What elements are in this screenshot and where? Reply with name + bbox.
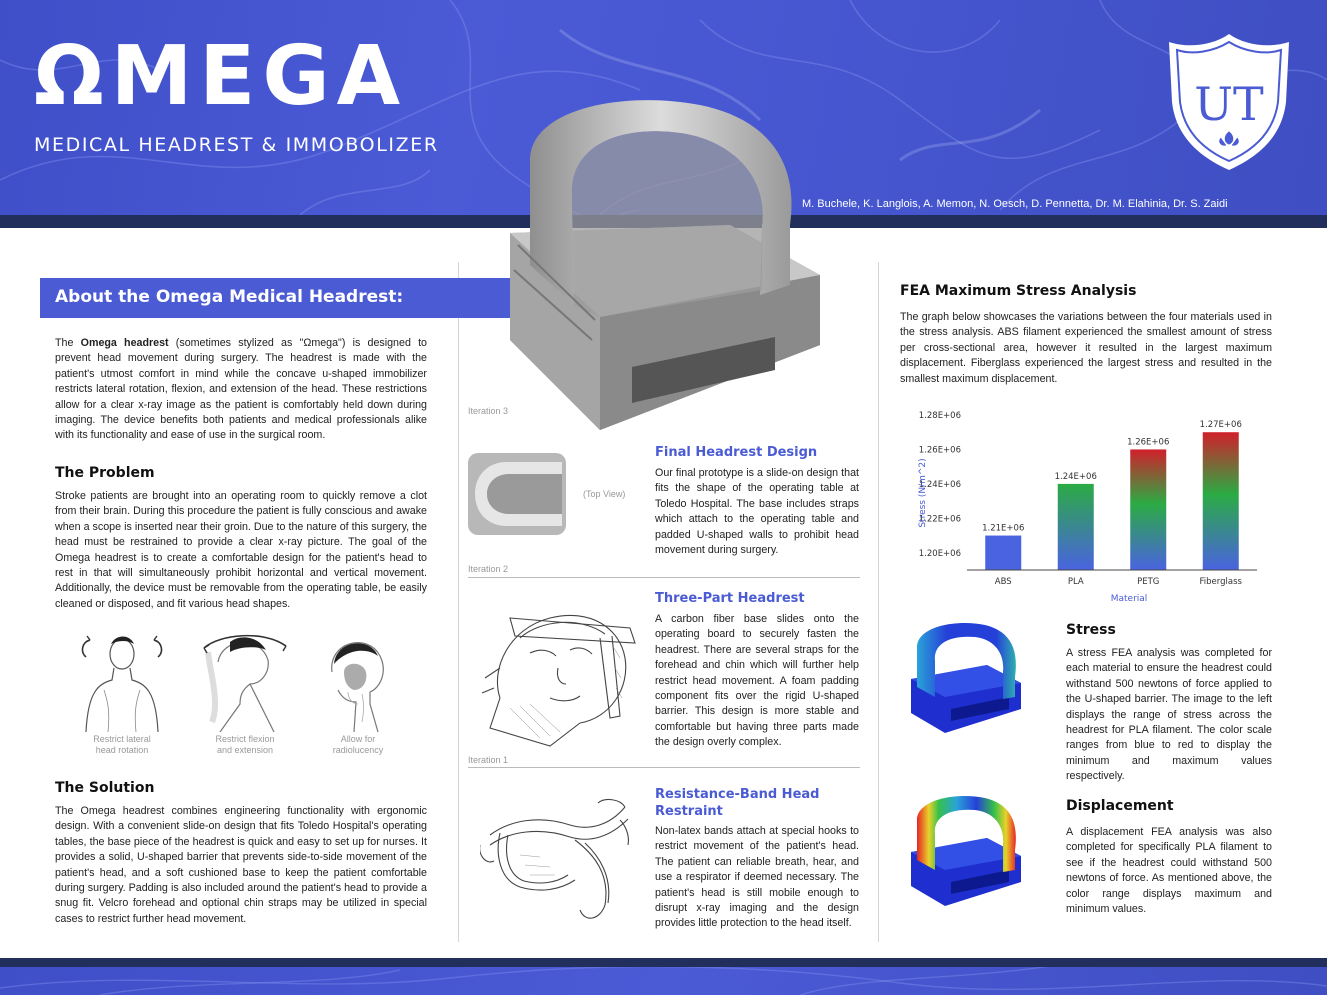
top-view-label: (Top View): [583, 489, 626, 499]
section-rule-2: [468, 767, 860, 768]
bar-value-label: 1.24E+06: [1054, 471, 1097, 482]
lateral-rotation-figure-icon: [78, 632, 166, 732]
y-tick-label: 1.22E+06: [918, 514, 961, 525]
three-part-headrest-sketch: [480, 598, 645, 748]
y-tick-label: 1.28E+06: [918, 411, 961, 421]
section-rule-1: [468, 577, 860, 578]
bar-pla: [1058, 484, 1094, 570]
bar-value-label: 1.26E+06: [1127, 437, 1170, 448]
x-axis-label: Material: [1110, 594, 1148, 604]
problem-text: Stroke patients are brought into an operating room to quickly remove a clot from their brain. During this procedure the patient is fully conscious and awake when a scope is inserted near their groin. Due to the nature of this surgery, the head must be restrained to provide a clear x-ray picture. The goal of the Omega headrest is to create a comfortable design for the patient's head to rest in that will simultaneously prohibit horizontal and vertical movement. Additionally, the device must be removable from the operating table, be easily cleaned or disposed, and fit various head shapes.: [55, 490, 427, 610]
about-bold-lead: Omega headrest: [80, 337, 169, 349]
resistance-band-heading: Resistance-Band Head Restraint: [655, 787, 820, 819]
displacement-text: A displacement FEA analysis was also completed for specifically PLA filament to see if the headrest could withstand 500 newtons of force. As mentioned above, the color range displays maximum and minimum values.: [1066, 826, 1272, 916]
x-tick-label: Fiberglass: [1199, 577, 1242, 587]
shield-logo-icon: [1166, 32, 1292, 172]
figure-caption-2: Restrict flexion and extension: [215, 734, 275, 755]
radiolucency-figure-icon: [318, 632, 398, 732]
about-heading: About the Omega Medical Headrest:: [55, 287, 404, 307]
flexion-extension-figure-icon: [200, 632, 290, 732]
stress-bar-chart: [905, 405, 1265, 605]
about-text: The Omega headrest (sometimes stylized as "Ωmega") is designed to prevent head movement during surgery. The headrest is made with the patient's utmost comfort in mind while the concave u-shaped immobilizer restricts lateral rotation, flexion, and extension of the head. These restrictions allow for a clear x-ray image as the patient is comfortably held down during imaging. The device benefits both patients and medical professionals alike with its functionality and ease of use in the surgical room.: [55, 337, 427, 442]
iteration-1-label: Iteration 1: [468, 755, 509, 765]
fea-text: The graph below showcases the variations between the four materials used in the stress analysis. ABS filament experienced the smallest amount of stress per cross-sectional area, however it resulted in the largest maximum displacement. Fiberglass experienced the largest stress and resulted in the smallest maximum displacement.: [900, 311, 1272, 385]
bar-abs: [985, 536, 1021, 570]
top-view-render: [467, 452, 567, 536]
y-axis-label: Stress (N/m^2): [918, 458, 928, 528]
figure-caption-1: Restrict lateral head rotation: [93, 734, 151, 755]
poster-title: ΩMEGA: [34, 29, 408, 124]
x-tick-label: PLA: [1067, 577, 1084, 587]
y-tick-label: 1.24E+06: [918, 479, 961, 490]
three-part-text: A carbon fiber base slides onto the operating board to securely fasten the headrest. There are several straps for the forehead and chin which will further help restrict head movement. A foam padding component fits over the rigid U-shaped barrier. This design is more stable and comfortable but having three parts made the design overly complex.: [655, 613, 859, 749]
final-headrest-render: [500, 85, 830, 440]
figure-caption-3: Allow for radiolucency: [332, 734, 384, 755]
iteration-2-label: Iteration 2: [468, 564, 509, 574]
fea-heading: FEA Maximum Stress Analysis: [900, 283, 1137, 299]
footer-divider-bar: [0, 958, 1327, 967]
column-divider-right: [878, 262, 879, 942]
solution-heading: The Solution: [55, 780, 155, 796]
y-tick-label: 1.26E+06: [918, 445, 961, 456]
svg-text:UT: UT: [1194, 77, 1264, 131]
bar-petg: [1130, 449, 1166, 570]
x-tick-label: ABS: [994, 577, 1012, 587]
x-tick-label: PETG: [1137, 577, 1160, 587]
stress-fea-render: [905, 617, 1025, 735]
bar-value-label: 1.21E+06: [982, 523, 1025, 534]
resistance-band-text: Non-latex bands attach at special hooks to restrict movement of the patient's head. The patient can reliable breath, hear, and use a respirator if deemed necessary. The patient's head is still mobile enough to disrupt x-ray imaging and the design provides little protection to the head itself.: [655, 825, 859, 930]
stress-text: A stress FEA analysis was completed for each material to ensure the headrest could withstand 500 newtons of force applied to the U-shaped barrier. The image to the left displays the range of stress across the headrest for PLA filament. The color scale ranges from blue to red to display the minimum and maximum values respectively.: [1066, 647, 1272, 783]
about-heading-bar: [40, 278, 510, 318]
displacement-fea-render: [905, 790, 1025, 908]
final-design-heading: Final Headrest Design: [655, 445, 818, 460]
bar-fiberglass: [1203, 432, 1239, 570]
resistance-band-sketch: [480, 795, 640, 925]
iteration-3-label: Iteration 3: [468, 406, 509, 416]
column-divider-left: [458, 262, 459, 942]
bar-value-label: 1.27E+06: [1199, 420, 1242, 431]
stress-heading: Stress: [1066, 622, 1116, 638]
solution-text: The Omega headrest combines engineering functionality with ergonomic design. With a convenient slide-on design that fits Toledo Hospital's operating tables, the base piece of the headrest is quick and easy to set up for nurses. It provides a solid, U-shaped barrier that prevents side-to-side movement of the patient's head, and a soft cushioned base to keep the patient comfortable during surgery. Padding is also included around the patient's head to provide a snug fit. Velcro forehead and optional chin straps may be utilized in special cases to restrict further head movement.: [55, 805, 427, 925]
y-tick-label: 1.20E+06: [918, 548, 961, 559]
displacement-heading: Displacement: [1066, 798, 1174, 814]
problem-heading: The Problem: [55, 465, 155, 481]
final-design-text: Our final prototype is a slide-on design that fits the shape of the operating table at Toledo Hospital. The base includes straps which attach to the operating table and padded U-shaped walls to prohibit head movement during surgery.: [655, 467, 859, 557]
authors-line: M. Buchele, K. Langlois, A. Memon, N. Oesch, D. Pennetta, Dr. M. Elahinia, Dr. S. Zaidi: [802, 198, 1228, 210]
poster-subtitle: MEDICAL HEADREST & IMMOBOLIZER: [34, 134, 439, 156]
three-part-heading: Three-Part Headrest: [655, 591, 805, 606]
